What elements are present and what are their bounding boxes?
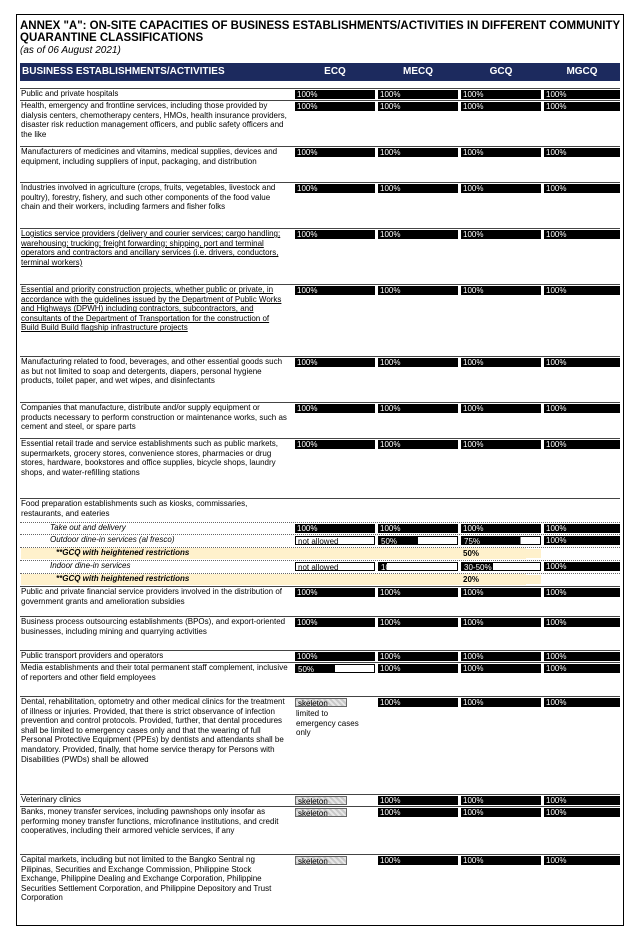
capacity-cell-gcq: 20% bbox=[461, 575, 541, 584]
activity-description: Veterinary clinics bbox=[21, 795, 82, 804]
capacity-cell-mecq: 100% bbox=[378, 102, 458, 111]
capacity-cell-ecq: 100% bbox=[295, 618, 375, 627]
capacity-cell-gcq: 100% bbox=[461, 404, 541, 413]
capacity-cell-ecq: 100% bbox=[295, 652, 375, 661]
capacity-cell-mecq: 100% bbox=[378, 618, 458, 627]
column-header-mgcq: MGCQ bbox=[566, 66, 598, 77]
capacity-cell-mgcq: 100% bbox=[544, 90, 620, 99]
capacity-cell-gcq: 100% bbox=[461, 90, 541, 99]
capacity-cell-gcq: 100% bbox=[461, 230, 541, 239]
capacity-cell-gcq: 30-50% bbox=[461, 562, 541, 571]
capacity-cell-gcq: 100% bbox=[461, 796, 541, 805]
activity-description: Public and private hospitals bbox=[21, 89, 119, 98]
capacity-cell-ecq: not allowed bbox=[295, 562, 375, 571]
capacity-cell-mgcq: 100% bbox=[544, 184, 620, 193]
capacity-cell-mgcq: 100% bbox=[544, 808, 620, 817]
activity-description: Banks, money transfer services, including pawnshops only insofar as performing money transfer functions, microfinance institutions, and credit cooperatives, including their armored vehicle services, if any bbox=[21, 807, 279, 836]
activity-description: Public and private financial service providers involved in the distribution of government grants and amelioration subsidies bbox=[21, 587, 283, 606]
capacity-cell-mecq: 100% bbox=[378, 148, 458, 157]
capacity-cell-mgcq: 100% bbox=[544, 286, 620, 295]
activity-description: Manufacturing related to food, beverages, and other essential goods such as but not limited to soap and detergents, diapers, personal hygiene products, toilet paper, and wet wipes, and disinfectants bbox=[21, 357, 283, 386]
capacity-cell-gcq: 100% bbox=[461, 588, 541, 597]
capacity-cell-gcq: 100% bbox=[461, 148, 541, 157]
capacity-cell-mecq: 100% bbox=[378, 808, 458, 817]
capacity-cell-ecq: skeleton bbox=[295, 856, 347, 865]
capacity-cell-ecq: 100% bbox=[295, 148, 375, 157]
capacity-cell-gcq: 100% bbox=[461, 524, 541, 533]
activity-description: Essential retail trade and service establishments such as public markets, supermarkets, grocery stores, convenience stores, pharmacies or drug stores, hardware, bookstores and office supplies, bicycle shops, laundry shops, and water-refilling stations bbox=[21, 439, 279, 477]
capacity-cell-mecq: 100% bbox=[378, 230, 458, 239]
capacity-cell-gcq: 75% bbox=[461, 536, 541, 545]
capacity-cell-gcq: 100% bbox=[461, 808, 541, 817]
activity-description: Capital markets, including but not limited to the Bangko Sentral ng Pilipinas, Securities and Exchange Commission, Philippine Stock Exchange, Philippine Dealing and Exchange Corporation, Philippine Securities Settlement Corporation, and Philippine Depository and Trust Corporation bbox=[21, 855, 272, 903]
capacity-cell-ecq: not allowed bbox=[295, 536, 375, 545]
capacity-cell-ecq: skeleton bbox=[295, 698, 347, 707]
capacity-cell-mgcq: 100% bbox=[544, 618, 620, 627]
activity-description: Outdoor dine-in services (al fresco) bbox=[50, 535, 175, 544]
capacity-cell-gcq: 50% bbox=[461, 549, 541, 558]
activity-description: Manufacturers of medicines and vitamins, medical supplies, devices and equipment, including suppliers of input, packaging, and distribution bbox=[21, 147, 278, 166]
capacity-cell-mgcq: 100% bbox=[544, 796, 620, 805]
activity-description: **GCQ with heightened restrictions bbox=[56, 548, 190, 557]
capacity-cell-gcq: 100% bbox=[461, 358, 541, 367]
capacity-cell-ecq: skeleton bbox=[295, 796, 347, 805]
capacity-cell-mgcq: 100% bbox=[544, 562, 620, 571]
capacity-cell-mecq: 100% bbox=[378, 856, 458, 865]
capacity-cell-gcq: 100% bbox=[461, 664, 541, 673]
capacity-cell-mgcq: 100% bbox=[544, 230, 620, 239]
capacity-cell-mecq: 10% bbox=[378, 562, 458, 571]
capacity-cell-mgcq: 100% bbox=[544, 588, 620, 597]
capacity-cell-mgcq: 100% bbox=[544, 652, 620, 661]
capacity-cell-ecq: 100% bbox=[295, 230, 375, 239]
activity-description: Logistics service providers (delivery and courier services; cargo handling; warehousing; trucking; freight forwarding; shipping, port and terminal operators and contractors and ancillary services (i.e. drivers, conductors, terminal workers) bbox=[21, 229, 281, 267]
capacity-cell-mgcq: 100% bbox=[544, 664, 620, 673]
capacity-cell-mgcq: 100% bbox=[544, 440, 620, 449]
activity-description: Food preparation establishments such as kiosks, commissaries, restaurants, and eateries bbox=[21, 499, 248, 518]
capacity-cell-mecq: 100% bbox=[378, 524, 458, 533]
capacity-cell-mgcq: 100% bbox=[544, 524, 620, 533]
capacity-cell-mgcq: 100% bbox=[544, 404, 620, 413]
activity-description: Indoor dine-in services bbox=[50, 561, 131, 570]
capacity-cell-ecq: 100% bbox=[295, 588, 375, 597]
capacity-cell-mecq: 100% bbox=[378, 286, 458, 295]
column-header-activity: BUSINESS ESTABLISHMENTS/ACTIVITIES bbox=[22, 66, 225, 77]
capacity-cell-gcq: 100% bbox=[461, 440, 541, 449]
page-title: ANNEX "A": ON-SITE CAPACITIES OF BUSINESS ESTABLISHMENTS/ACTIVITIES IN DIFFERENT COMMUNITY QUARANTINE CLASSIFICATIONS bbox=[20, 20, 620, 44]
capacity-cell-mecq: 50% bbox=[378, 536, 458, 545]
ecq-note: limited to emergency cases only bbox=[296, 709, 359, 738]
activity-description: Health, emergency and frontline services, including those provided by dialysis centers, chemotherapy centers, HMOs, health insurance providers, disaster risk reduction management officers, and public safety officers and the like bbox=[21, 101, 287, 139]
capacity-cell-ecq: skeleton bbox=[295, 808, 347, 817]
capacity-cell-mecq: 100% bbox=[378, 796, 458, 805]
capacity-cell-mecq: 100% bbox=[378, 404, 458, 413]
capacity-cell-mgcq: 100% bbox=[544, 536, 620, 545]
capacity-cell-mgcq: 100% bbox=[544, 358, 620, 367]
capacity-cell-ecq: 100% bbox=[295, 524, 375, 533]
capacity-cell-mecq: 100% bbox=[378, 652, 458, 661]
capacity-cell-mgcq: 100% bbox=[544, 148, 620, 157]
capacity-cell-mecq: 100% bbox=[378, 90, 458, 99]
capacity-cell-ecq: 100% bbox=[295, 90, 375, 99]
capacity-cell-gcq: 100% bbox=[461, 698, 541, 707]
page-subtitle: (as of 06 August 2021) bbox=[20, 45, 121, 56]
capacity-cell-mecq: 100% bbox=[378, 664, 458, 673]
capacity-cell-gcq: 100% bbox=[461, 286, 541, 295]
capacity-cell-mgcq: 100% bbox=[544, 102, 620, 111]
column-header-mecq: MECQ bbox=[403, 66, 433, 77]
column-header-gcq: GCQ bbox=[489, 66, 513, 77]
activity-description: Public transport providers and operators bbox=[21, 651, 164, 660]
capacity-cell-ecq: 100% bbox=[295, 440, 375, 449]
capacity-cell-ecq: 50% bbox=[295, 664, 375, 673]
activity-description: Companies that manufacture, distribute and/or supply equipment or products necessary to perform construction or maintenance works, such as cement and steel, or spare parts bbox=[21, 403, 287, 432]
capacity-cell-mgcq: 100% bbox=[544, 698, 620, 707]
capacity-cell-mecq: 100% bbox=[378, 358, 458, 367]
capacity-cell-ecq: 100% bbox=[295, 184, 375, 193]
capacity-cell-ecq: 100% bbox=[295, 102, 375, 111]
activity-description: Dental, rehabilitation, optometry and other medical clinics for the treatment of illness or injuries. Provided, that there is strict observance of infection prevention and control protocols. Provided, further, that dental procedures shall be limited to emergency cases only and that the wearing of full Personal Protective Equipment (PPEs) by dentists and attendants shall be mandatory. Provided, finally, that home service therapy for Persons with Disabilities (PWDs) shall be allowed bbox=[21, 697, 285, 764]
capacity-cell-mecq: 100% bbox=[378, 698, 458, 707]
capacity-cell-gcq: 100% bbox=[461, 652, 541, 661]
activity-description: **GCQ with heightened restrictions bbox=[56, 574, 190, 583]
capacity-cell-mecq: 100% bbox=[378, 440, 458, 449]
capacity-cell-ecq: 100% bbox=[295, 286, 375, 295]
activity-description: Industries involved in agriculture (crops, fruits, vegetables, livestock and poultry), forestry, fishery, and such other components of the food value chain and their workers, including farmers and fisher folks bbox=[21, 183, 276, 212]
capacity-cell-ecq: 100% bbox=[295, 404, 375, 413]
capacity-cell-gcq: 100% bbox=[461, 856, 541, 865]
capacity-cell-mecq: 100% bbox=[378, 588, 458, 597]
activity-description: Take out and delivery bbox=[50, 523, 126, 532]
capacity-cell-gcq: 100% bbox=[461, 102, 541, 111]
activity-description: Media establishments and their total permanent staff complement, inclusive of reporters and other field employees bbox=[21, 663, 288, 682]
column-header-ecq: ECQ bbox=[324, 66, 346, 77]
capacity-cell-mecq: 100% bbox=[378, 184, 458, 193]
capacity-cell-gcq: 100% bbox=[461, 184, 541, 193]
activity-description: Essential and priority construction projects, whether public or private, in accordance with the guidelines issued by the Department of Public Works and Highways (DPWH) including contractors, subcontractors, and consultants of the Department of Transportation for the construction of Build Build Build flagship infrastructure projects bbox=[21, 285, 282, 333]
capacity-cell-gcq: 100% bbox=[461, 618, 541, 627]
capacity-cell-mgcq: 100% bbox=[544, 856, 620, 865]
capacity-cell-ecq: 100% bbox=[295, 358, 375, 367]
activity-description: Business process outsourcing establishments (BPOs), and export-oriented businesses, including mining and quarrying activities bbox=[21, 617, 286, 636]
